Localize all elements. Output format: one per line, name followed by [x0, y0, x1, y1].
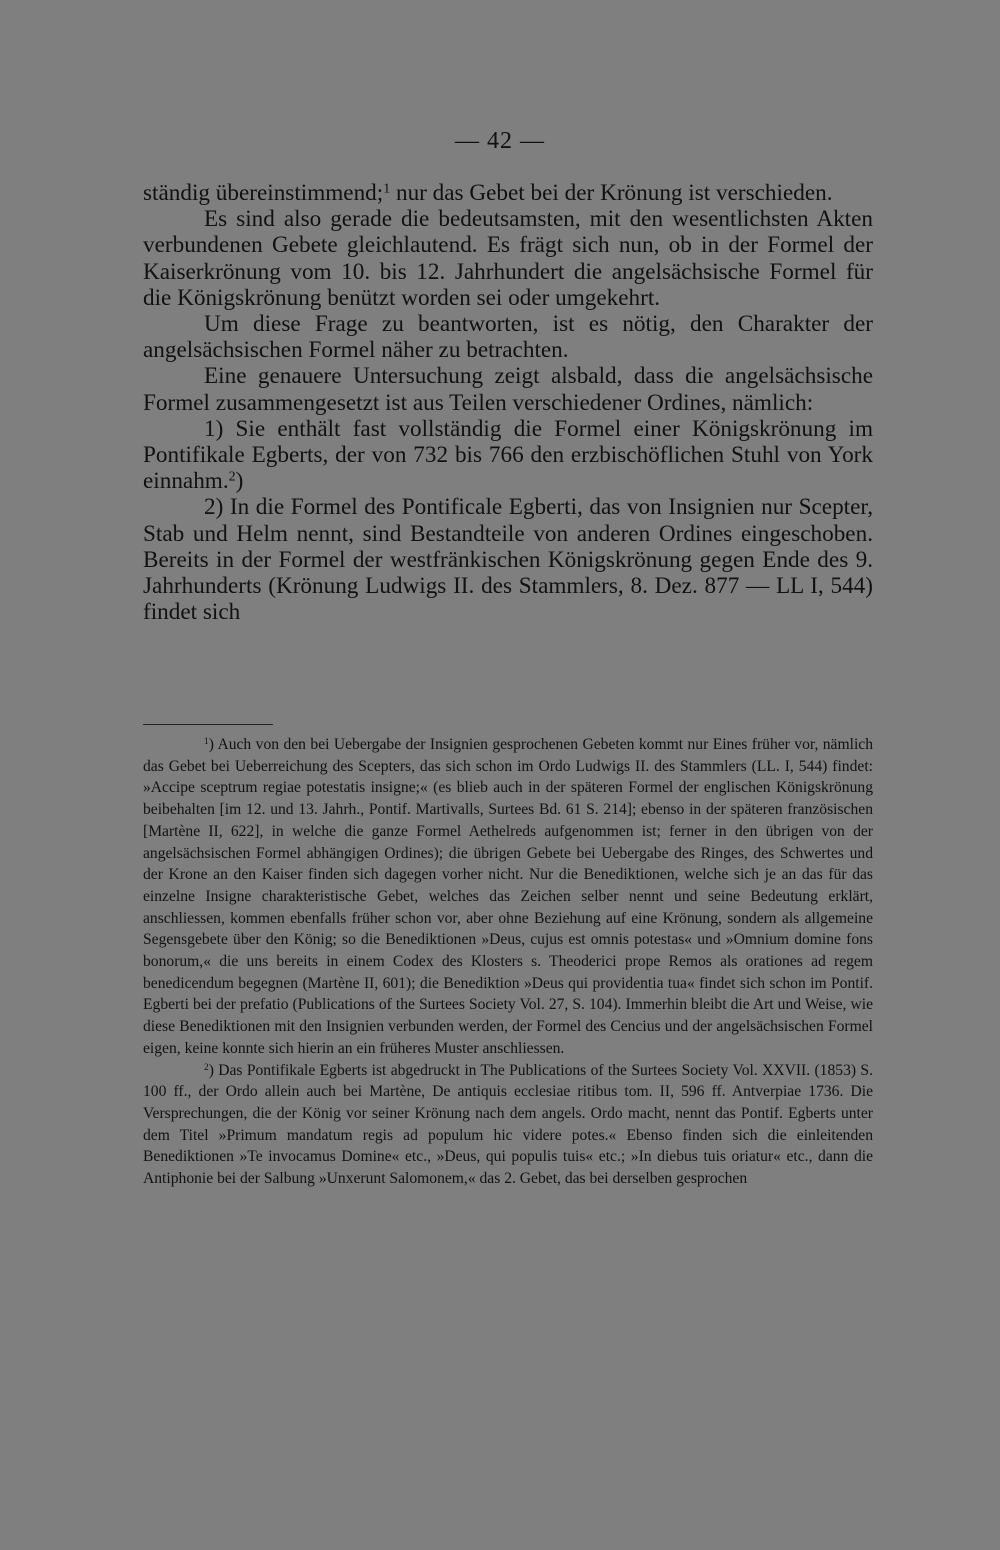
paragraph-6: 2) In die Formel des Pontificale Egberti, das von Insignien nur Scepter, Stab und Helm nennt, sind Bestandteile von anderen Ordines eingeschoben. Bereits in der Formel der westfränkischen Königskrönung gegen Ende des 9. Jahrhunderts (Krönung Ludwigs II. des Stammlers, 8. Dez. 877 — LL I, 544) findet sich [143, 494, 873, 626]
paragraph-text-tail: nur das Gebet bei der Krönung ist verschieden. [390, 180, 833, 206]
footnote-text: ) Auch von den bei Uebergabe der Insignien gesprochenen Gebeten kommt nur Eines früher vor, nämlich das Gebet bei Ueberreichung des Scepters, das sich schon im Ordo Ludwigs II. des Stammlers (LL. I, 544) findet: »Accipe sceptrum regiae potestatis insigne;« (es blieb auch in der späteren Formel der englischen Königskrönung beibehalten [im 12. und 13. Jahrh., Pontif. Martivalls, Surtees Bd. 61 S. 214]; ebenso in der späteren französischen [Martène II, 622], in welche die ganze Formel Aethelreds aufgenommen ist; ferner in den übrigen von der angelsächsischen Formel abhängigen Ordines); die übrigen Gebete bei Uebergabe des Ringes, des Schwertes und der Krone an den Kaiser finden sich dagegen vorher nicht. Nur die Benediktionen, welche sich je an das für das einzelne Insigne charakteristische Gebet, welches das Zeichen selber nennt und seine Bedeutung erklärt, anschliessen, kommen ebenfalls früher schon vor, aber ohne Beziehung auf eine Krönung, sondern als allgemeine Segensgebete über den König; so die Benediktionen »Deus, cujus est omnis potestas« und »Omnium domine fons bonorum,« die uns bereits in einem Codex des Klosters s. Theoderici prope Remos als orationes ad regem benedicendum begegnen (Martène II, 601); die Benediktion »Deus qui providentia tua« findet sich schon im Pontif. Egberti bei der prefatio (Publications of the Surtees Society Vol. 27, S. 104). Immerhin bleibt die Art und Weise, wie diese Benediktionen mit den Insignien verbunden werden, der Formel des Cencius und der angelsächsischen Formel eigen, keine konnte sich hierin an ein früheres Muster anschliessen. [143, 736, 873, 1057]
footnote-divider [143, 724, 273, 725]
footnote-ref-1: 1 [383, 181, 391, 197]
footnotes [143, 734, 873, 1190]
page-number: — 42 — [455, 128, 545, 154]
footnote-1 [143, 734, 873, 1060]
footnote-marker-2: 2 [204, 1062, 209, 1073]
footnote-text: ) Das Pontifikale Egberts ist abgedruckt in The Publications of the Surtees Society Vol. XXVII. (1853) S. 100 ff., der Ordo allein auch bei Martène, De antiquis ecclesiae ritibus tom. II, 596 ff. Antverpiae 1736. Die Versprechungen, die der König vor seiner Krönung nach dem angels. Ordo macht, nennt das Pontif. Egberts unter dem Titel »Primum mandatum regis ad populum hic videre potes.« Ebenso finden sich die einleitenden Benediktionen »Te invocamus Domine« etc., »Deus, qui populis tuis« etc.; »In diebus tuis oriatur« etc., dann die Antiphonie bei der Salbung »Unxerunt Salomonem,« das 2. Gebet, das bei derselben gesprochen [143, 1061, 873, 1188]
paragraph-1 [143, 180, 873, 206]
paragraph-5 [143, 416, 873, 495]
footnote-marker-1: 1 [204, 736, 209, 747]
paragraph-text: ständig übereinstimmend; [143, 180, 384, 206]
paragraph-text: 1) Sie enthält fast vollständig die Formel einer Königskrönung im Pontifikale Egberts, der von 732 bis 766 den erzbischöflichen Stuhl von York einnahm. [143, 415, 873, 495]
main-text [143, 180, 873, 625]
paragraph-3: Um diese Frage zu beantworten, ist es nötig, den Charakter der angelsächsischen Formel näher zu betrachten. [143, 311, 873, 364]
footnote-2 [143, 1060, 873, 1190]
footnote-ref-2: 2 [228, 469, 236, 485]
paragraph-2: Es sind also gerade die bedeutsamsten, mit den wesentlichsten Akten verbundenen Gebete gleichlautend. Es frägt sich nun, ob in der Formel der Kaiserkrönung vom 10. bis 12. Jahrhundert die angelsächsische Formel für die Königskrönung benützt worden sei oder umgekehrt. [143, 206, 873, 311]
paragraph-text-tail: ) [235, 468, 244, 495]
paragraph-4: Eine genauere Untersuchung zeigt alsbald, dass die angelsächsische Formel zusammengesetzt ist aus Teilen verschiedener Ordines, nämlich: [143, 363, 873, 416]
